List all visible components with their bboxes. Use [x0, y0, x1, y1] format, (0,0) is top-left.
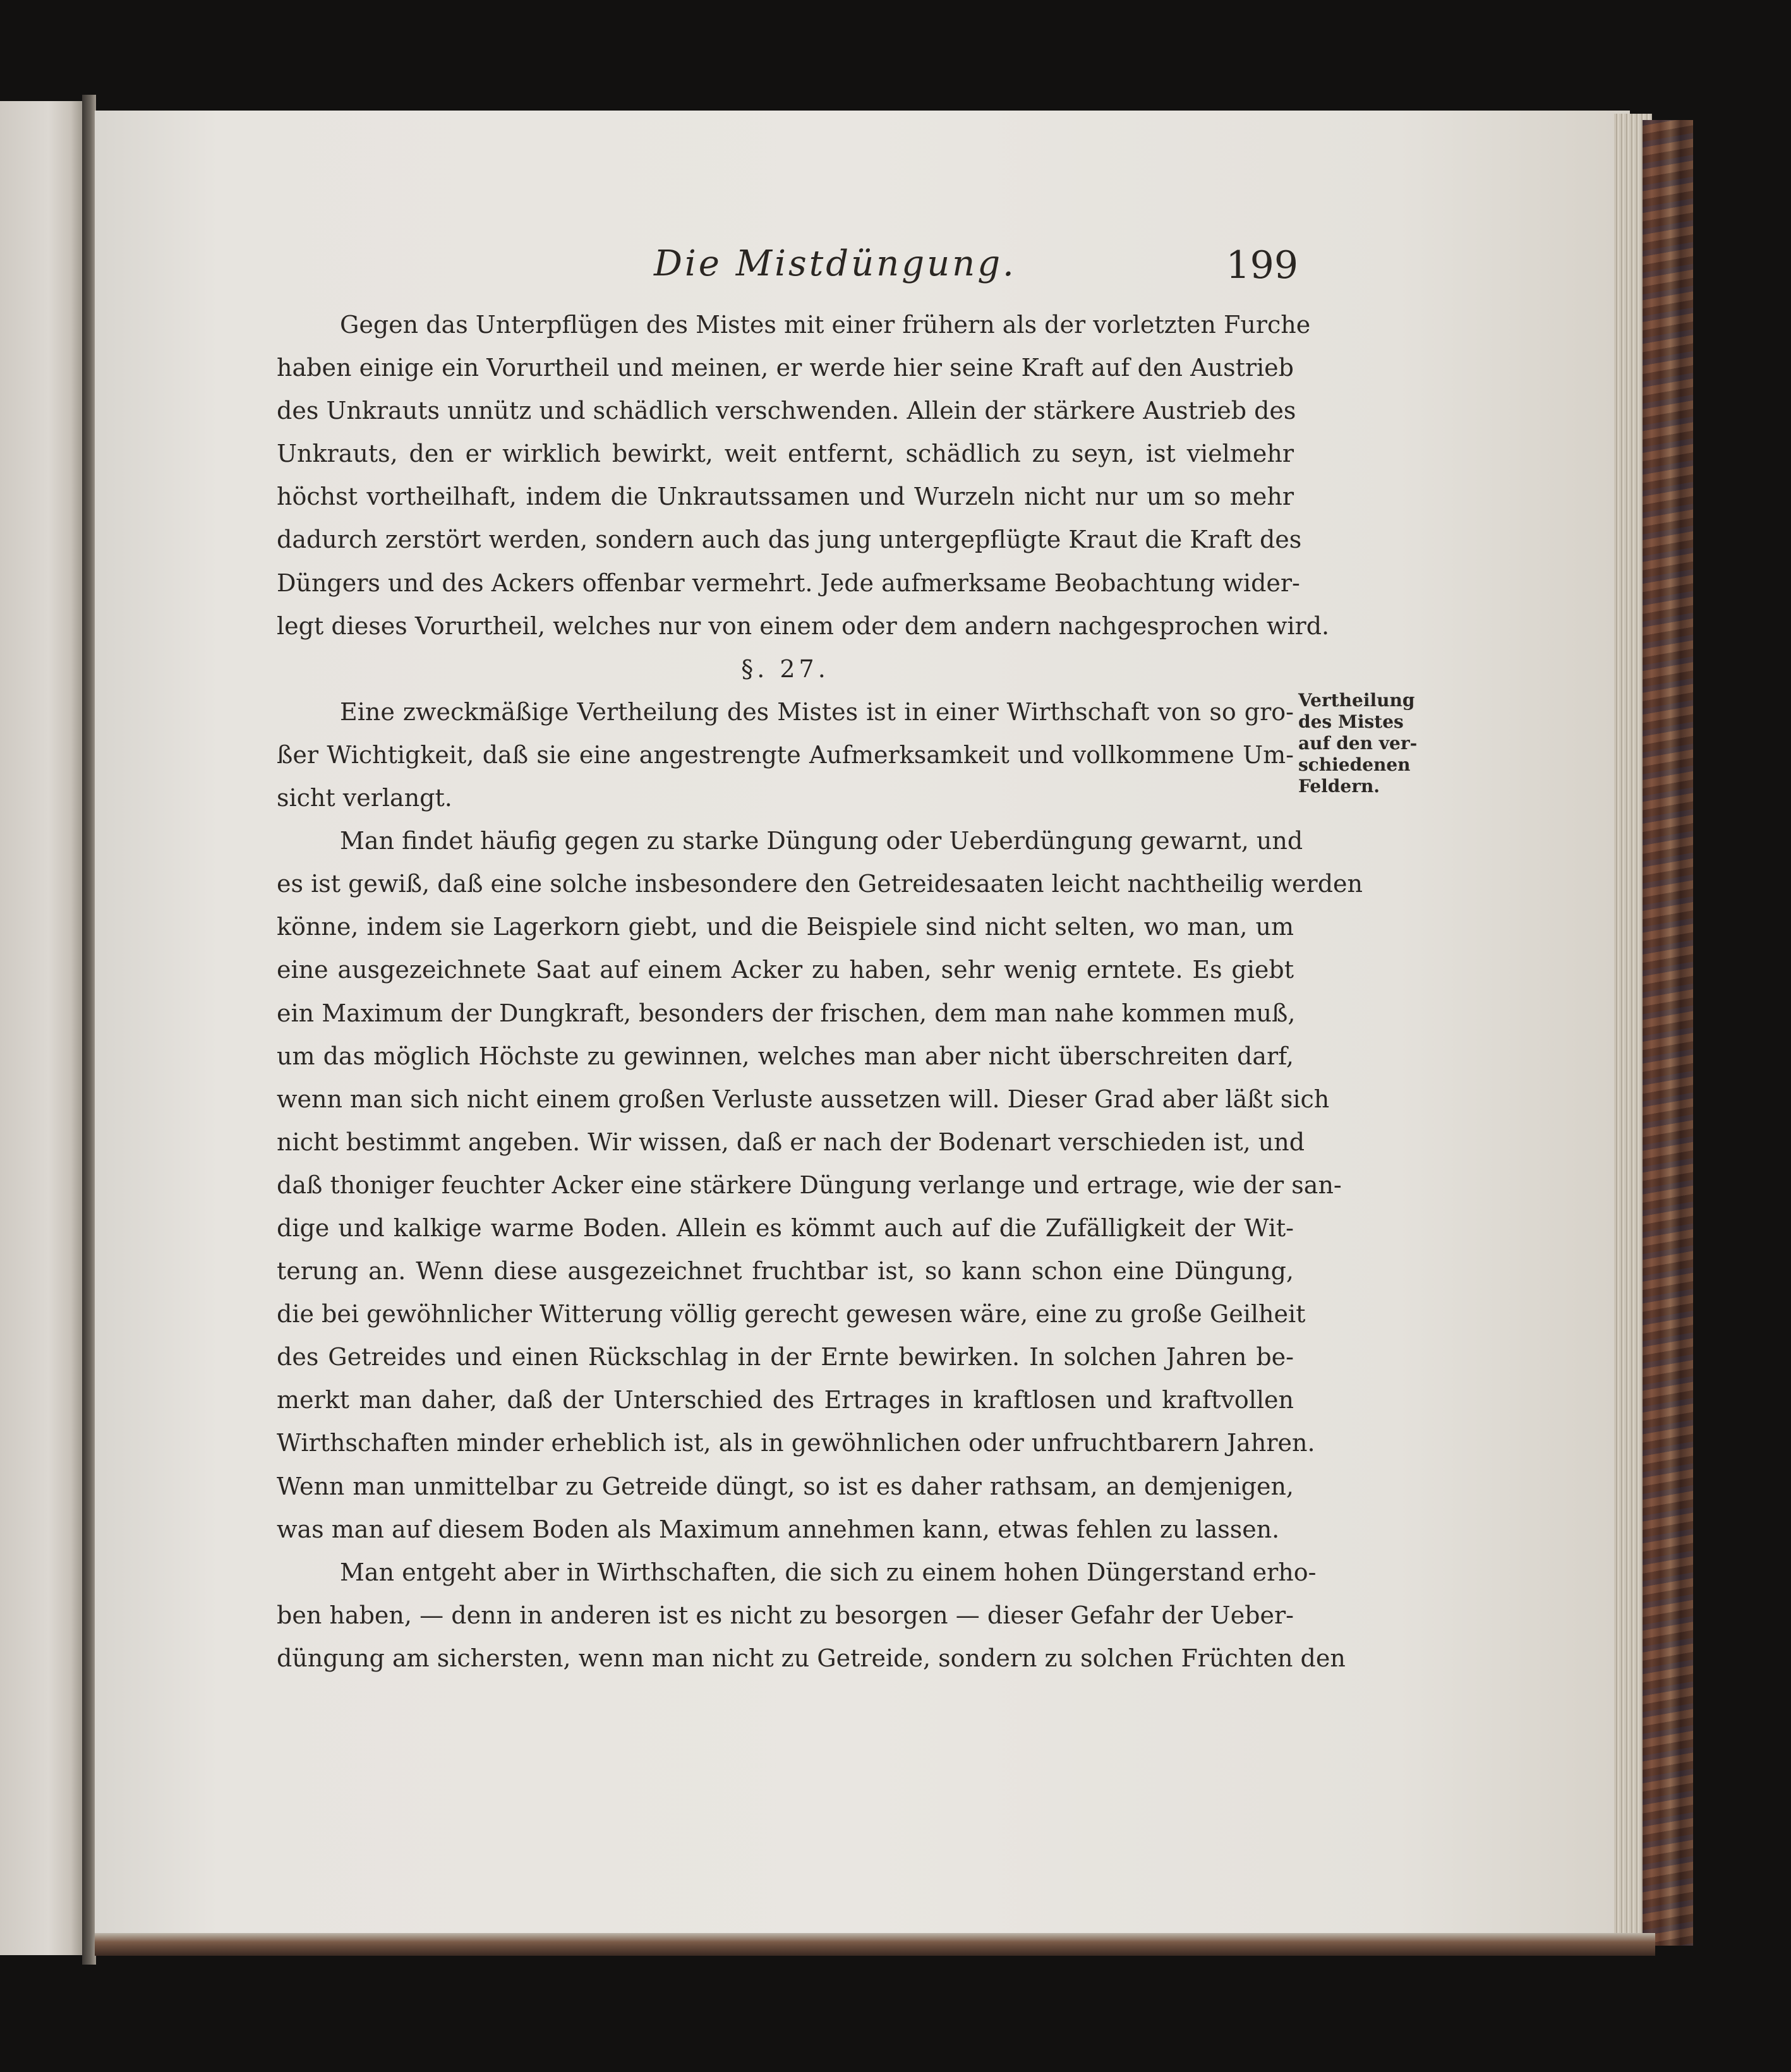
- page-header: [654, 243, 1298, 294]
- text-line: nicht bestimmt angeben. Wir wissen, daß er nach der Bodenart verschieden ist, und: [277, 1128, 1305, 1156]
- marbled-cover-edge: [1643, 120, 1693, 1946]
- text-line: es ist gewiß, daß eine solche insbesondere den Getreidesaaten leicht nachtheilig werden: [277, 870, 1363, 898]
- section-heading: §. 27.: [741, 654, 829, 683]
- text-line: dadurch zerstört werden, sondern auch das jung untergepflügte Kraut die Kraft des: [277, 526, 1302, 554]
- text-line: sicht verlangt.: [277, 784, 452, 812]
- text-line: höchst vortheilhaft, indem die Unkrautssamen und Wurzeln nicht nur um so mehr: [277, 483, 1294, 511]
- text-line: wenn man sich nicht einem großen Verluste aussetzen will. Dieser Grad aber läßt sich: [277, 1085, 1330, 1113]
- text-line: merkt man daher, daß der Unterschied des Ertrages in kraftlosen und kraftvollen: [277, 1386, 1294, 1414]
- text-line: ein Maximum der Dungkraft, besonders der frischen, dem man nahe kommen muß,: [277, 999, 1296, 1027]
- text-line: Man entgeht aber in Wirthschaften, die sich zu einem hohen Düngerstand erho-: [340, 1558, 1317, 1586]
- text-line: Wirthschaften minder erheblich ist, als in gewöhnlichen oder unfruchtbarern Jahren.: [277, 1429, 1315, 1457]
- text-line: haben einige ein Vorurtheil und meinen, er werde hier seine Kraft auf den Austrieb: [277, 354, 1294, 382]
- running-title: Die Mistdüngung.: [654, 243, 1016, 284]
- text-line: legt dieses Vorurtheil, welches nur von einem oder dem andern nachgesprochen wird.: [277, 611, 1330, 640]
- text-line: Wenn man unmittelbar zu Getreide düngt, so ist es daher rathsam, an demjenigen,: [277, 1472, 1294, 1500]
- text-line: düngung am sichersten, wenn man nicht zu Getreide, sondern zu solchen Früchten den: [277, 1644, 1346, 1672]
- text-line: ßer Wichtigkeit, daß sie eine angestrengte Aufmerksamkeit und vollkommene Um-: [277, 740, 1294, 769]
- margin-note: [1298, 690, 1431, 797]
- text-line: eine ausgezeichnete Saat auf einem Acker zu haben, sehr wenig erntete. Es giebt: [277, 956, 1294, 984]
- text-line: Eine zweckmäßige Vertheilung des Mistes ist in einer Wirthschaft von so gro-: [340, 697, 1294, 726]
- left-page-edge: [0, 101, 88, 1955]
- page-number: 199: [1226, 243, 1298, 287]
- text-line: die bei gewöhnlicher Witterung völlig gerecht gewesen wäre, eine zu große Geilheit: [277, 1300, 1306, 1328]
- text-line: was man auf diesem Boden als Maximum annehmen kann, etwas fehlen zu lassen.: [277, 1515, 1280, 1543]
- text-line: Düngers und des Ackers offenbar vermehrt. Jede aufmerksame Beobachtung wider-: [277, 569, 1300, 597]
- text-line: Man findet häufig gegen zu starke Düngung oder Ueberdüngung gewarnt, und: [340, 827, 1303, 855]
- text-line: Unkrauts, den er wirklich bewirkt, weit entfernt, schädlich zu seyn, ist vielmehr: [277, 440, 1294, 468]
- text-line: des Unkrauts unnütz und schädlich verschwenden. Allein der stärkere Austrieb des: [277, 397, 1296, 425]
- text-line: könne, indem sie Lagerkorn giebt, und die Beispiele sind nicht selten, wo man, um: [277, 913, 1294, 941]
- text-line: um das möglich Höchste zu gewinnen, welches man aber nicht überschreiten darf,: [277, 1042, 1294, 1070]
- book-bottom-edge: [95, 1933, 1655, 1956]
- margin-note-line: schiedenen: [1298, 754, 1411, 775]
- text-line: des Getreides und einen Rückschlag in der Ernte bewirken. In solchen Jahren be-: [277, 1343, 1294, 1371]
- book-gutter: [82, 95, 96, 1965]
- margin-note-line: Vertheilung: [1298, 690, 1415, 711]
- text-line: ben haben, — denn in anderen ist es nicht zu besorgen — dieser Gefahr der Ueber-: [277, 1601, 1294, 1629]
- margin-note-line: des Mistes: [1298, 711, 1404, 732]
- margin-note-line: auf den ver-: [1298, 733, 1418, 754]
- text-line: daß thoniger feuchter Acker eine stärkere Düngung verlange und ertrage, wie der san-: [277, 1171, 1342, 1199]
- text-line: Gegen das Unterpflügen des Mistes mit einer frühern als der vorletzten Furche: [340, 311, 1311, 339]
- text-line: terung an. Wenn diese ausgezeichnet fruchtbar ist, so kann schon eine Düngung,: [277, 1257, 1294, 1286]
- margin-note-line: Feldern.: [1298, 776, 1380, 797]
- text-line: dige und kalkige warme Boden. Allein es kömmt auch auf die Zufälligkeit der Wit-: [277, 1214, 1294, 1242]
